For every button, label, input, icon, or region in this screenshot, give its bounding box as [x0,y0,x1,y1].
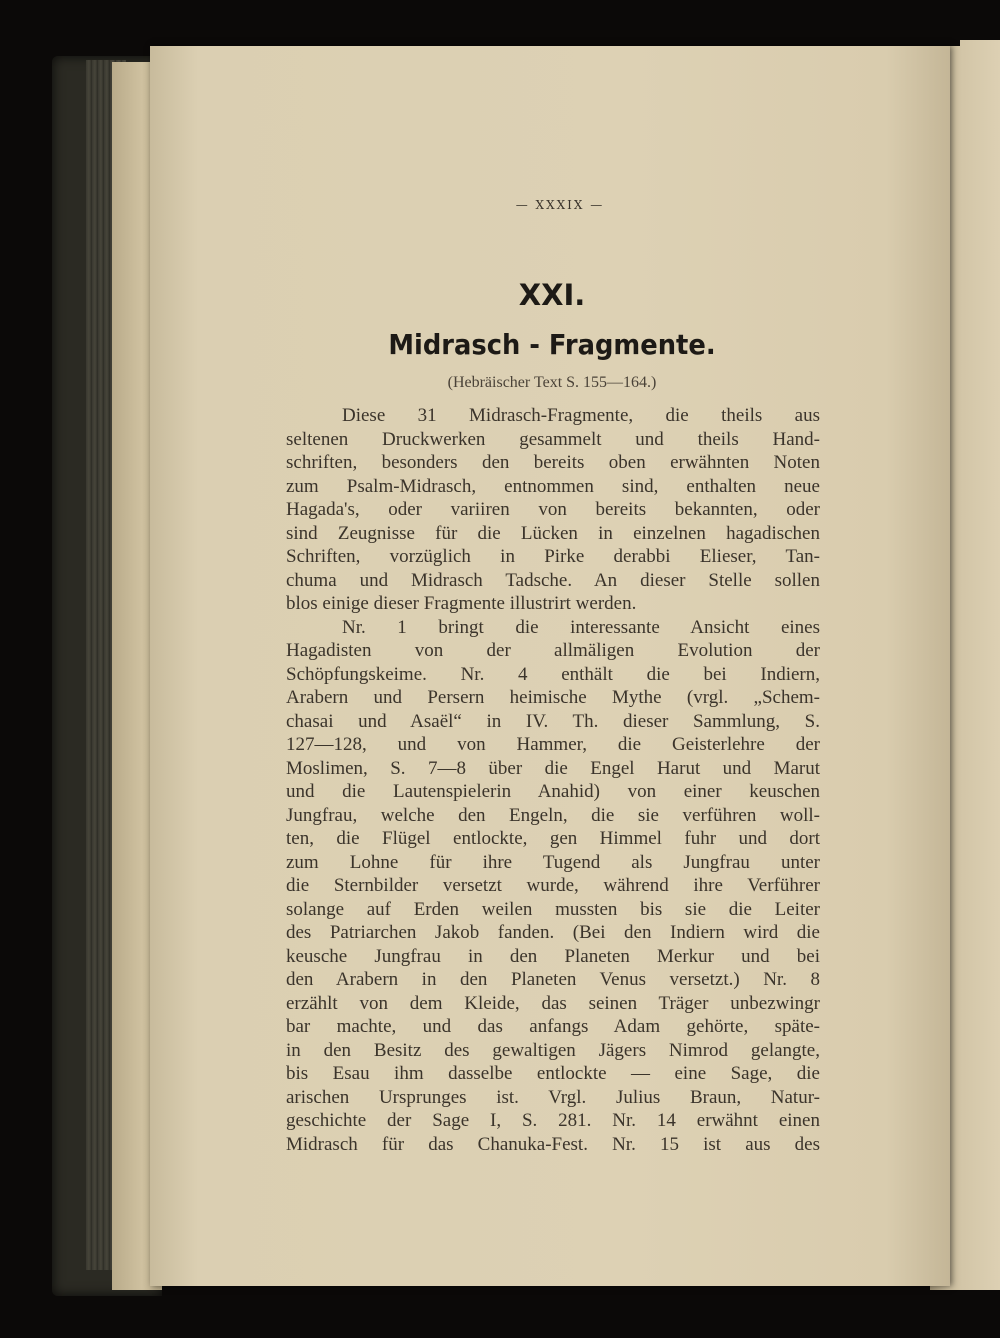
text-line: 127—128, und von Hammer, die Geisterlehre der [286,734,820,755]
text-line: bar machte, und das anfangs Adam gehörte, späte- [286,1016,820,1037]
text-line: Midrasch für das Chanuka-Fest. Nr. 15 ist aus des [286,1133,820,1155]
text-line: ten, die Flügel entlockte, gen Himmel fuhr und dort [286,828,820,849]
text-line: Hagada's, oder variiren von bereits bekannten, oder [286,499,820,520]
text-line: Jungfrau, welche den Engeln, die sie verführen woll- [286,804,820,826]
text-line: Diese 31 Midrasch-Fragmente, die theils aus [342,405,820,426]
text-line: des Patriarchen Jakob fanden. (Bei den Indiern wird die [286,922,820,943]
chapter-number: XXI. [518,278,586,312]
text-line: Schriften, vorzüglich in Pirke derabbi Elieser, Tan- [286,546,820,567]
text-line: Schöpfungskeime. Nr. 4 enthält die bei Indiern, [286,663,820,685]
text-line: Nr. 1 bringt die interessante Ansicht eines [342,616,820,638]
text-line: seltenen Druckwerken gesammelt und theils Hand- [286,428,820,450]
text-line: arischen Ursprunges ist. Vrgl. Julius Braun, Natur- [286,1086,820,1108]
chapter-subtitle: (Hebräischer Text S. 155—164.) [447,374,657,391]
body-text [286,404,820,1156]
text-line: bis Esau ihm dasselbe entlockte — eine Sage, die [286,1063,820,1084]
chapter-title: Midrasch - Fragmente. [388,328,716,361]
text-line: den Arabern in den Planeten Venus versetzt.) Nr. 8 [286,969,820,990]
text-line: in den Besitz des gewaltigen Jägers Nimrod gelangte, [286,1039,820,1061]
text-line: zum Psalm-Midrasch, entnommen sind, enthalten neue [286,475,820,497]
page-number: — XXXIX — [515,198,605,212]
text-line: und die Lautenspielerin Anahid) von einer keuschen [286,781,820,802]
text-line: Moslimen, S. 7—8 über die Engel Harut und Marut [286,757,820,779]
text-line: die Sternbilder versetzt wurde, während ihre Verführer [286,875,820,896]
text-line: Arabern und Persern heimische Mythe (vrgl. „Schem- [286,687,820,708]
text-line: solange auf Erden weilen mussten bis sie die Leiter [286,898,820,920]
text-line: keusche Jungfrau in den Planeten Merkur und bei [286,945,820,967]
facing-page-edge [960,40,1000,1290]
text-line: sind Zeugnisse für die Lücken in einzelnen hagadischen [286,522,820,544]
text-line: zum Lohne für ihre Tugend als Jungfrau unter [286,851,820,873]
text-line: chasai und Asaël“ in IV. Th. dieser Sammlung, S. [286,710,820,732]
text-line: erzählt von dem Kleide, das seinen Träger unbezwingr [286,992,820,1014]
text-line: blos einige dieser Fragmente illustrirt werden. [286,593,637,614]
text-line: chuma und Midrasch Tadsche. An dieser Stelle sollen [286,569,820,591]
text-line: Hagadisten von der allmäligen Evolution der [286,640,820,661]
text-line: geschichte der Sage I, S. 281. Nr. 14 erwähnt einen [286,1110,820,1131]
text-line: schriften, besonders den bereits oben erwähnten Noten [286,452,820,473]
